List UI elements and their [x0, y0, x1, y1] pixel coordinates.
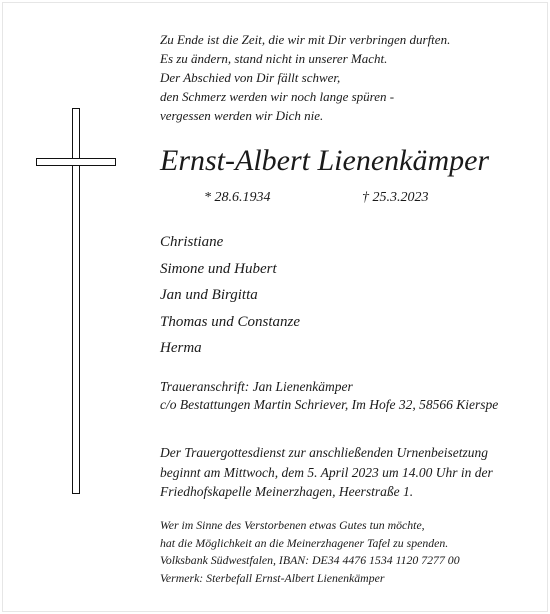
donation-line: Wer im Sinne des Verstorbenen etwas Gutes tun möchte, — [160, 518, 425, 532]
poem-line: den Schmerz werden wir noch lange spüren - — [160, 89, 395, 104]
deceased-name: Ernst-Albert Lienenkämper — [160, 144, 490, 177]
family-member: Jan und Birgitta — [160, 287, 258, 303]
address-line: c/o Bestattungen Martin Schriever, Im Hofe 32, 58566 Kierspe — [160, 396, 499, 412]
address-line: Traueranschrift: Jan Lienenkämper — [160, 379, 353, 394]
cross-icon — [36, 108, 116, 494]
service-info — [160, 443, 493, 502]
family-member: Thomas und Constanze — [160, 313, 301, 330]
family-member: Herma — [160, 340, 202, 356]
poem-line: Es zu ändern, stand nicht in unserer Macht. — [160, 51, 388, 66]
mourning-address — [160, 378, 498, 413]
poem-line: Der Abschied von Dir fällt schwer, — [160, 70, 341, 85]
poem-line: Zu Ende ist die Zeit, die wir mit Dir verbringen durften. — [160, 32, 451, 47]
service-line: beginnt am Mittwoch, dem 5. April 2023 um 14.00 Uhr in der — [160, 464, 493, 480]
poem — [160, 30, 450, 125]
family-member: Simone und Hubert — [160, 260, 277, 277]
birth-date: * 28.6.1934 — [204, 190, 271, 205]
donation-line: Vermerk: Sterbefall Ernst-Albert Lienenkämper — [160, 570, 385, 585]
donation-line: hat die Möglichkeit an die Meinerzhagener Tafel zu spenden. — [160, 535, 449, 550]
donation-line: Volksbank Südwestfalen, IBAN: DE34 4476 1534 1120 7277 00 — [160, 553, 460, 567]
death-date: † 25.3.2023 — [362, 190, 429, 205]
donation-info — [160, 517, 460, 587]
service-line: Friedhofskapelle Meinerzhagen, Heerstraße 1. — [160, 484, 414, 499]
poem-line: vergessen werden wir Dich nie. — [160, 108, 324, 123]
family-member: Christiane — [160, 234, 224, 250]
service-line: Der Trauergottesdienst zur anschließenden Urnenbeisetzung — [160, 445, 488, 460]
family-list — [160, 229, 300, 362]
